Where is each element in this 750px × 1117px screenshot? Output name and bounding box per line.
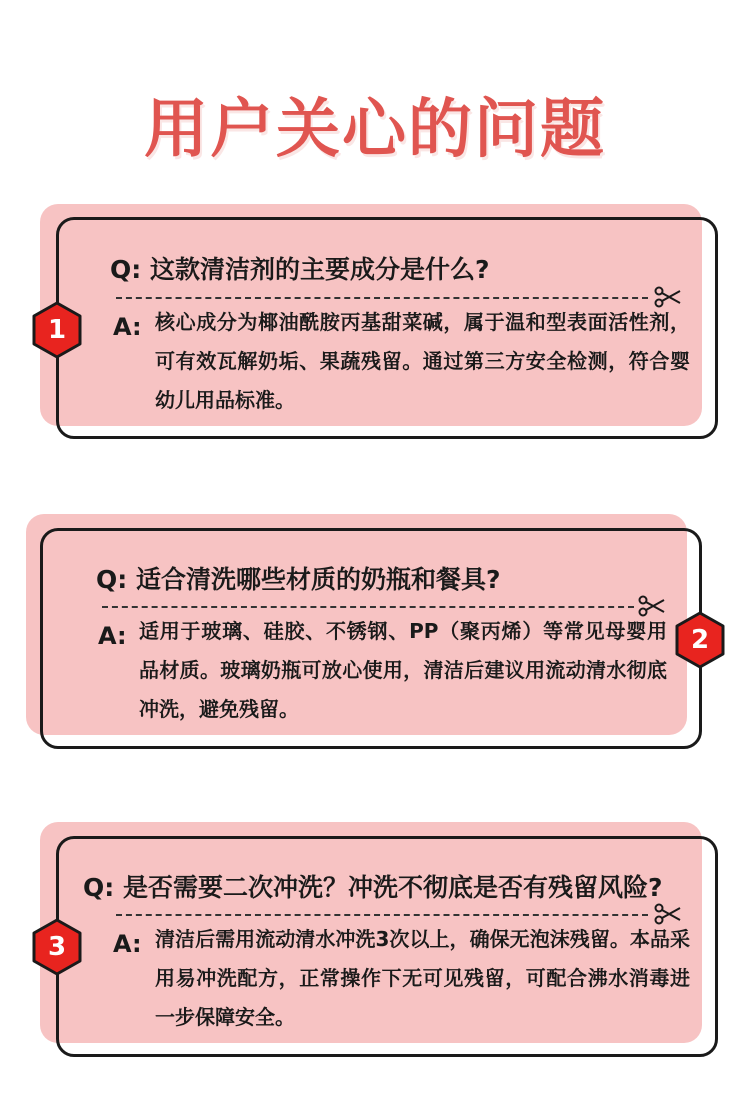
dashed-divider [102, 606, 634, 608]
question-prefix: Q: [83, 873, 115, 902]
question-prefix: Q: [110, 255, 142, 284]
question-row [110, 250, 489, 286]
answer-text: 适用于玻璃、硅胶、不锈钢、PP（聚丙烯）等常见母婴用品材质。玻璃奶瓶可放心使用，清洁后建议用流动清水彻底冲洗，避免残留。 [139, 619, 667, 721]
question-text: 是否需要二次冲洗？冲洗不彻底是否有残留风险? [122, 873, 663, 902]
answer-text: 清洁后需用流动清水冲洗3次以上，确保无泡沫残留。本品采用易冲洗配方，正常操作下无可见残留，可配合沸水消毒进一步保障安全。 [155, 927, 690, 1029]
answer-prefix: A: [113, 930, 142, 958]
answer-prefix: A: [113, 313, 142, 341]
card-number-badge: 2 [690, 625, 710, 655]
card-number-badge: 3 [47, 932, 67, 962]
card-number-badge: 1 [47, 315, 67, 345]
question-text: 这款清洁剂的主要成分是什么? [149, 255, 490, 284]
dashed-divider [116, 914, 648, 916]
page-title: 用户关心的问题 [144, 93, 606, 167]
answer-prefix: A: [98, 622, 127, 650]
question-row [96, 560, 500, 596]
question-text: 适合清洗哪些材质的奶瓶和餐具? [135, 565, 501, 594]
dashed-divider [116, 297, 648, 299]
question-prefix: Q: [96, 565, 128, 594]
answer-text: 核心成分为椰油酰胺丙基甜菜碱，属于温和型表面活性剂，可有效瓦解奶垢、果蔬残留。通过第三方安全检测，符合婴幼儿用品标准。 [155, 310, 690, 412]
question-row [83, 868, 662, 904]
